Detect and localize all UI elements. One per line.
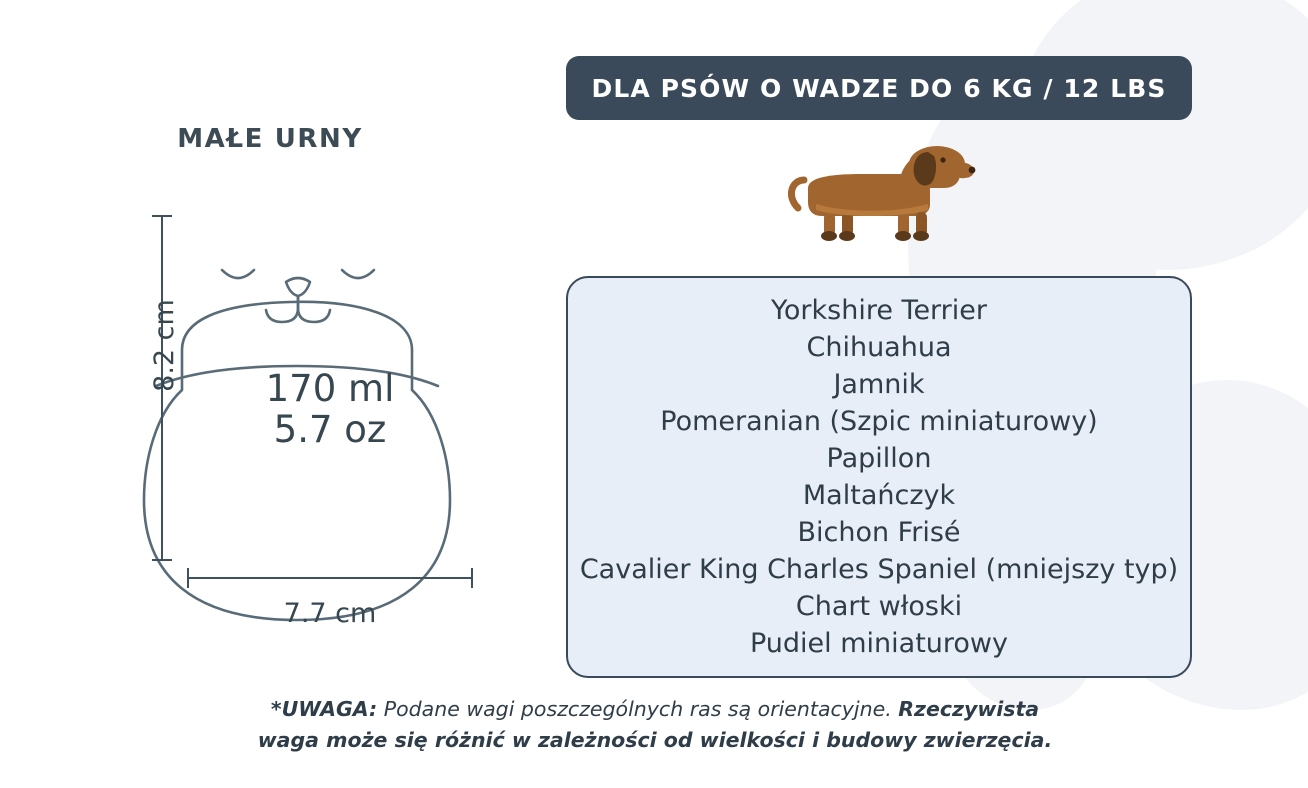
- list-item: Maltańczyk: [802, 480, 956, 511]
- dimension-lines: [0, 0, 540, 700]
- urn-capacity-oz: 5.7 oz: [273, 408, 387, 452]
- list-item: Chihuahua: [806, 332, 952, 363]
- list-item: Jamnik: [833, 369, 925, 400]
- list-item: Chart włoski: [795, 591, 963, 622]
- list-item: Papillon: [826, 443, 932, 474]
- list-item: Bichon Frisé: [797, 517, 961, 548]
- dachshund-icon: [782, 130, 982, 250]
- disclaimer-text: Podane wagi poszczególnych ras są orientacyjne.: [377, 697, 899, 721]
- urn-title: MAŁE URNY: [177, 124, 363, 154]
- urn-panel: [0, 0, 540, 700]
- weight-badge: DLA PSÓW O WADZE DO 6 KG / 12 LBS: [566, 56, 1192, 120]
- disclaimer-emphasis-1: Rzeczywista: [898, 697, 1040, 721]
- urn-capacity: [185, 368, 475, 451]
- list-item: Yorkshire Terrier: [771, 295, 987, 326]
- disclaimer-emphasis-2: waga może się różnić w zależności od wielkości i budowy zwierzęcia.: [257, 728, 1053, 752]
- breeds-list: [566, 276, 1192, 678]
- urn-width-label: 7.7 cm: [283, 598, 377, 629]
- urn-height-label: 8.2 cm: [148, 299, 180, 392]
- disclaimer-note: [180, 694, 1130, 756]
- disclaimer-lead: *UWAGA:: [270, 697, 378, 721]
- list-item: Pomeranian (Szpic miniaturowy): [660, 406, 1098, 437]
- urn-capacity-ml: 170 ml: [265, 367, 395, 410]
- list-item: Cavalier King Charles Spaniel (mniejszy typ): [579, 554, 1179, 585]
- list-item: Pudiel miniaturowy: [749, 628, 1008, 659]
